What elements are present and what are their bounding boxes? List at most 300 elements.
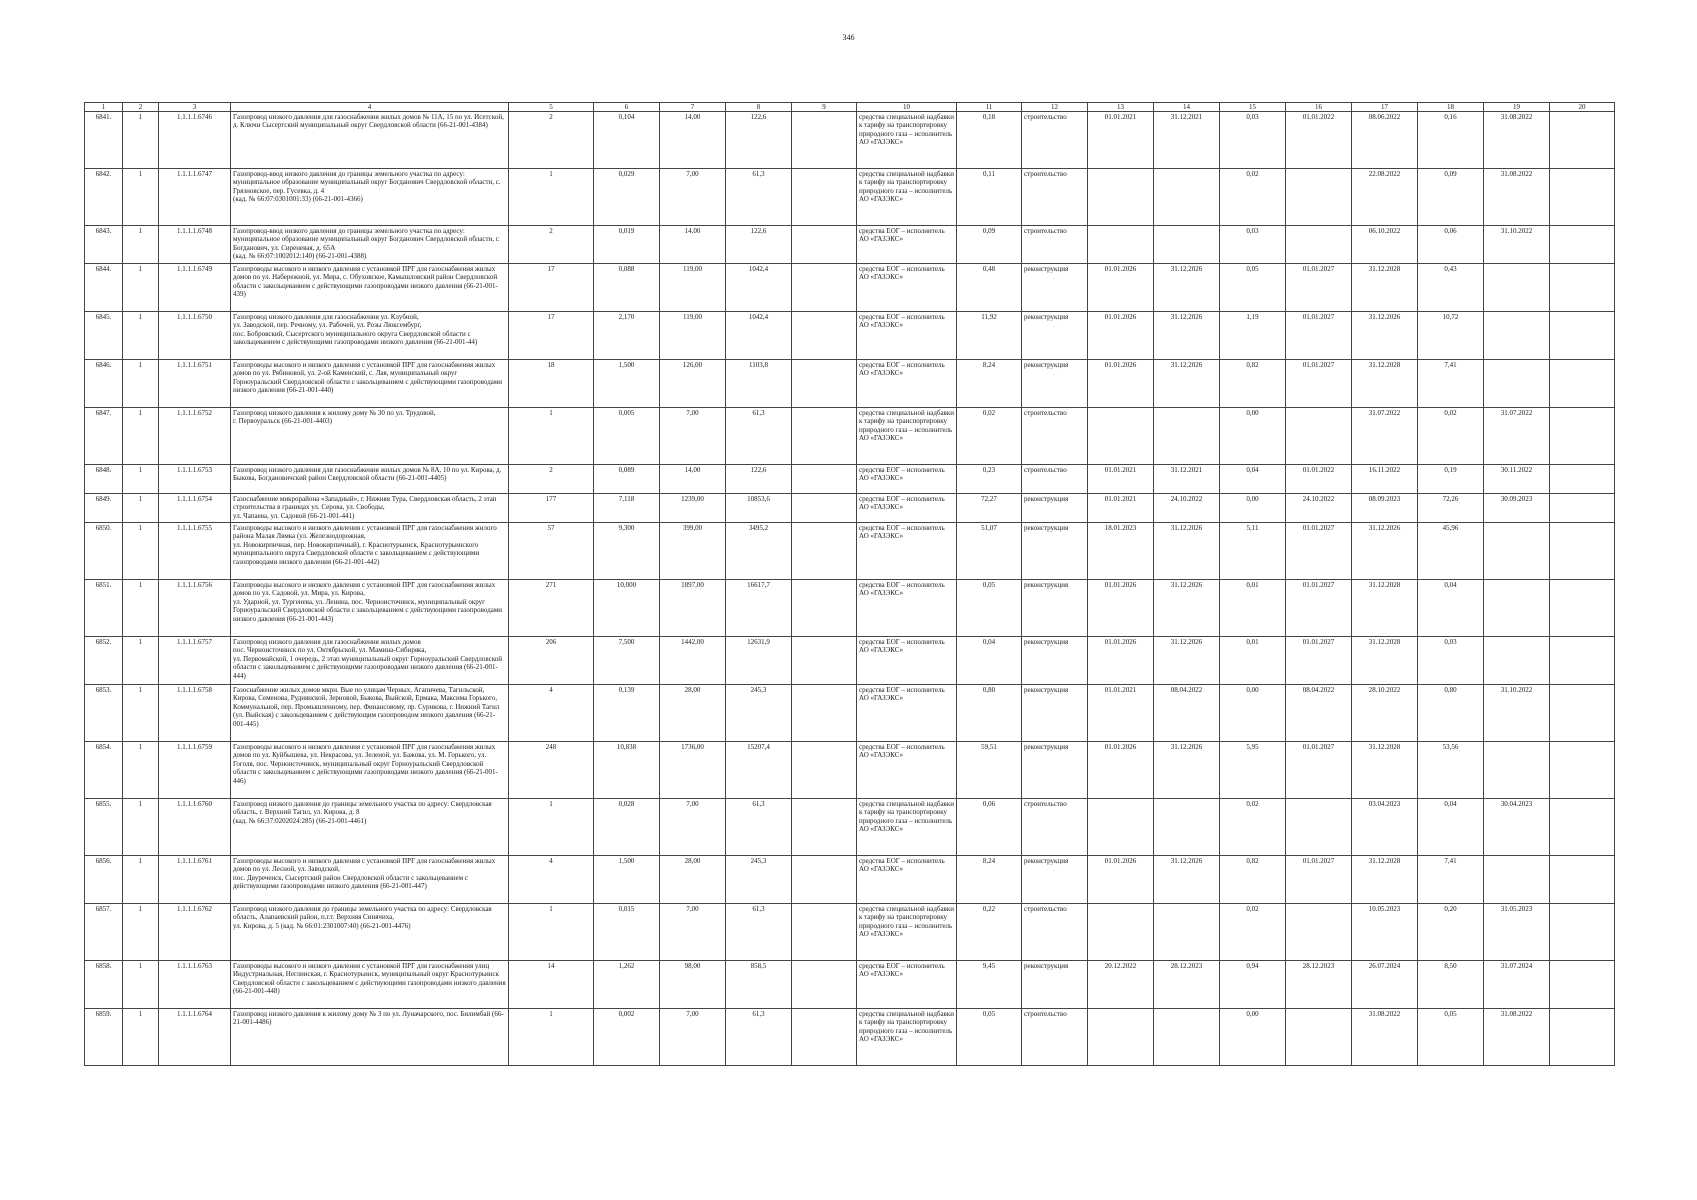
table-cell: 245,3	[726, 685, 792, 742]
table-cell: 0,05	[1418, 1009, 1484, 1066]
table-cell: 31.12.2026	[1154, 312, 1220, 360]
table-cell	[1550, 904, 1615, 961]
table-cell: Газопровод низкого давления до границы земельного участка по адресу: Свердловская область, г. Верхний Тагил, ул. Кирова, д. 8 (кад. № 66:37:0202024:285) (66-21-001-4461)	[231, 799, 509, 856]
table-cell: 1.1.1.1.6761	[159, 856, 231, 904]
table-row	[85, 1009, 1615, 1066]
column-number: 16	[1286, 103, 1352, 112]
table-cell: Газопровод низкого давления для газоснабжения жилых домов № 8А, 10 по ул. Кирова, д. Быкова, Богдановичский район Свердловской области (66-21-001-4405)	[231, 465, 509, 494]
table-cell	[1550, 465, 1615, 494]
table-cell: 0,01	[1220, 580, 1286, 637]
table-cell: 61,3	[726, 169, 792, 226]
table-cell: средства специальной надбавки к тарифу на транспортировку природного газа – исполнитель АО «ГАЗЭКС»	[857, 1009, 957, 1066]
table-cell: 0,94	[1220, 961, 1286, 1009]
table-cell: 1	[123, 360, 159, 408]
table-row	[85, 112, 1615, 169]
table-cell: 0,02	[1220, 799, 1286, 856]
table-cell: 6843.	[85, 226, 123, 264]
table-cell: реконструкция	[1022, 312, 1088, 360]
table-cell: 1	[123, 637, 159, 685]
table-cell	[792, 169, 857, 226]
table-cell: 1.1.1.1.6747	[159, 169, 231, 226]
table-cell: 31.12.2028	[1352, 637, 1418, 685]
table-cell: 01.01.2027	[1286, 580, 1352, 637]
table-cell: 6858.	[85, 961, 123, 1009]
table-cell: 1,19	[1220, 312, 1286, 360]
table-cell: 1.1.1.1.6760	[159, 799, 231, 856]
table-cell: 245,3	[726, 856, 792, 904]
table-cell: 4	[509, 856, 594, 904]
table-cell: 3495,2	[726, 523, 792, 580]
table-cell: средства специальной надбавки к тарифу на транспортировку природного газа – исполнитель АО «ГАЗЭКС»	[857, 112, 957, 169]
table-cell: средства ЕОГ – исполнитель АО «ГАЗЭКС»	[857, 494, 957, 523]
table-cell: 61,3	[726, 1009, 792, 1066]
table-cell: 0,005	[594, 408, 660, 465]
column-number: 10	[857, 103, 957, 112]
table-cell	[792, 1009, 857, 1066]
table-cell: 2	[509, 465, 594, 494]
table-cell	[1550, 580, 1615, 637]
table-cell: 1	[123, 112, 159, 169]
column-number: 3	[159, 103, 231, 112]
table-cell: 14,00	[660, 112, 726, 169]
table-cell: 28.12.2023	[1286, 961, 1352, 1009]
table-cell: 72,26	[1418, 494, 1484, 523]
table-cell: 122,6	[726, 465, 792, 494]
table-cell: 0,104	[594, 112, 660, 169]
table-row	[85, 465, 1615, 494]
table-cell: Газопроводы высокого и низкого давления с установкой ПРГ для газоснабжения жилых домов по ул. Рябиновой, ул. 2-ой Каменский, с. Лая, муниципальный округ Горноуральский Свердловской области с закольцеванием с действующими газопроводами низкого давления (66-21-001-440)	[231, 360, 509, 408]
table-row	[85, 580, 1615, 637]
table-row	[85, 856, 1615, 904]
table-cell	[1550, 408, 1615, 465]
table-row	[85, 264, 1615, 312]
table-cell: 0,06	[1418, 226, 1484, 264]
table-cell: 31.12.2028	[1352, 742, 1418, 799]
table-cell: 0,16	[1418, 112, 1484, 169]
table-cell	[1154, 904, 1220, 961]
table-cell: 01.01.2027	[1286, 856, 1352, 904]
table-cell: 31.08.2022	[1352, 1009, 1418, 1066]
table-cell: 01.01.2027	[1286, 360, 1352, 408]
table-cell: 01.01.2021	[1088, 494, 1154, 523]
table-cell: 22.08.2022	[1352, 169, 1418, 226]
table-cell: Газопровод низкого давления к жилому дому № 30 по ул. Трудовой, г. Первоуральск (66-21-001-4403)	[231, 408, 509, 465]
table-cell: 31.12.2028	[1352, 580, 1418, 637]
table-cell: 1103,8	[726, 360, 792, 408]
table-cell: 1	[123, 169, 159, 226]
table-cell: 119,00	[660, 264, 726, 312]
column-number: 8	[726, 103, 792, 112]
table-cell: 17	[509, 264, 594, 312]
table-cell: 6847.	[85, 408, 123, 465]
table-cell	[1484, 580, 1550, 637]
table-cell: 01.01.2027	[1286, 523, 1352, 580]
table-cell	[1550, 742, 1615, 799]
table-cell: строительство	[1022, 799, 1088, 856]
table-cell: 1.1.1.1.6755	[159, 523, 231, 580]
table-cell: 61,3	[726, 904, 792, 961]
table-cell: средства специальной надбавки к тарифу на транспортировку природного газа – исполнитель АО «ГАЗЭКС»	[857, 408, 957, 465]
table-cell: 6842.	[85, 169, 123, 226]
table-cell: 1,262	[594, 961, 660, 1009]
table-cell: 03.04.2023	[1352, 799, 1418, 856]
table-cell: 1042,4	[726, 312, 792, 360]
table-cell: 0,02	[957, 408, 1022, 465]
table-cell	[1550, 961, 1615, 1009]
table-cell: 1	[123, 312, 159, 360]
column-number: 14	[1154, 103, 1220, 112]
table-cell: 0,015	[594, 904, 660, 961]
table-cell	[792, 904, 857, 961]
column-number: 11	[957, 103, 1022, 112]
table-cell: 1	[123, 1009, 159, 1066]
table-cell: 1	[123, 523, 159, 580]
table-cell: средства ЕОГ – исполнитель АО «ГАЗЭКС»	[857, 360, 957, 408]
table-cell: 0,22	[957, 904, 1022, 961]
table-cell: 14	[509, 961, 594, 1009]
table-cell: средства ЕОГ – исполнитель АО «ГАЗЭКС»	[857, 685, 957, 742]
table-cell: средства ЕОГ – исполнитель АО «ГАЗЭКС»	[857, 312, 957, 360]
table-cell	[1550, 856, 1615, 904]
table-cell: 31.07.2022	[1352, 408, 1418, 465]
table-cell: 6857.	[85, 904, 123, 961]
table-cell: реконструкция	[1022, 580, 1088, 637]
column-number: 2	[123, 103, 159, 112]
table-cell: 10.05.2023	[1352, 904, 1418, 961]
table-cell: строительство	[1022, 904, 1088, 961]
table-cell: 0,089	[594, 465, 660, 494]
table-cell: реконструкция	[1022, 685, 1088, 742]
table-cell: 0,11	[957, 169, 1022, 226]
table-cell: 1	[123, 226, 159, 264]
table-cell: 31.12.2021	[1154, 112, 1220, 169]
table-cell: 0,04	[1220, 465, 1286, 494]
table-cell: 11,92	[957, 312, 1022, 360]
table-cell: 6852.	[85, 637, 123, 685]
table-cell: 30.11.2022	[1484, 465, 1550, 494]
table-cell: 0,029	[594, 169, 660, 226]
column-number-row	[85, 103, 1615, 112]
table-cell: 6844.	[85, 264, 123, 312]
table-cell: 7,118	[594, 494, 660, 523]
table-cell: 0,19	[1418, 465, 1484, 494]
table-cell	[1286, 226, 1352, 264]
table-cell: средства ЕОГ – исполнитель АО «ГАЗЭКС»	[857, 961, 957, 1009]
table-cell: 51,07	[957, 523, 1022, 580]
table-cell: 1.1.1.1.6748	[159, 226, 231, 264]
table-cell: 1	[123, 904, 159, 961]
table-cell	[1154, 169, 1220, 226]
table-cell	[1286, 1009, 1352, 1066]
table-cell: 0,43	[1418, 264, 1484, 312]
table-cell: 0,02	[1418, 408, 1484, 465]
table-cell	[1154, 1009, 1220, 1066]
table-cell: 01.01.2026	[1088, 742, 1154, 799]
table-cell: 0,019	[594, 226, 660, 264]
table-cell: 06.10.2022	[1352, 226, 1418, 264]
table-cell: средства специальной надбавки к тарифу на транспортировку природного газа – исполнитель АО «ГАЗЭКС»	[857, 169, 957, 226]
table-cell: реконструкция	[1022, 961, 1088, 1009]
table-cell: 1442,00	[660, 637, 726, 685]
table-cell: 1.1.1.1.6759	[159, 742, 231, 799]
table-cell: 1.1.1.1.6746	[159, 112, 231, 169]
table-cell: 1.1.1.1.6750	[159, 312, 231, 360]
table-cell: Газоснабжение микрорайона «Западный», г. Нижняя Тура, Свердловская область, 2 этап строительства в границах ул. Серова, ул. Свободы, ул. Чапаева, ул. Садовой (66-21-001-441)	[231, 494, 509, 523]
table-cell: средства ЕОГ – исполнитель АО «ГАЗЭКС»	[857, 856, 957, 904]
table-cell: 6851.	[85, 580, 123, 637]
table-row	[85, 961, 1615, 1009]
table-cell: 31.08.2022	[1484, 1009, 1550, 1066]
table-cell	[1550, 494, 1615, 523]
table-cell: 31.12.2026	[1154, 360, 1220, 408]
table-cell	[1154, 799, 1220, 856]
table-cell: 177	[509, 494, 594, 523]
table-cell	[792, 856, 857, 904]
column-number: 9	[792, 103, 857, 112]
table-cell: 31.12.2028	[1352, 264, 1418, 312]
table-row	[85, 637, 1615, 685]
table-cell	[1286, 169, 1352, 226]
table-cell: 01.01.2027	[1286, 264, 1352, 312]
table-cell: 7,41	[1418, 856, 1484, 904]
table-cell: 31.10.2022	[1484, 685, 1550, 742]
table-cell: 858,5	[726, 961, 792, 1009]
table-row	[85, 742, 1615, 799]
table-cell: Газопровод-ввод низкого давления до границы земельного участка по адресу: муниципальное образование муниципальный округ Богданович Свердловской области, г. Богданович, ул. Сиреневая, д. 65А (кад. № 66:07:1002012:140) (66-21-001-4388)	[231, 226, 509, 264]
table-cell: 31.12.2021	[1154, 465, 1220, 494]
table-cell	[792, 465, 857, 494]
table-cell	[1088, 169, 1154, 226]
table-cell: 6841.	[85, 112, 123, 169]
table-cell: 31.12.2026	[1154, 264, 1220, 312]
table-cell	[792, 264, 857, 312]
table-cell	[1088, 408, 1154, 465]
table-cell: 1	[123, 799, 159, 856]
table-cell: 1	[509, 1009, 594, 1066]
table-cell: 1	[509, 904, 594, 961]
table-cell	[1550, 264, 1615, 312]
table-cell	[1550, 112, 1615, 169]
table-cell	[1088, 799, 1154, 856]
table-cell: 6859.	[85, 1009, 123, 1066]
table-cell	[1550, 226, 1615, 264]
table-cell: 61,3	[726, 799, 792, 856]
table-cell: 5,11	[1220, 523, 1286, 580]
table-cell: 0,82	[1220, 360, 1286, 408]
table-cell: Газопровод-ввод низкого давления до границы земельного участка по адресу: муниципальное образование муниципальный округ Богданович Свердловской области, с. Грязновское, пер. Гусевка, д. 4 (кад. № 66:07:0301001:33) (66-21-001-4366)	[231, 169, 509, 226]
table-cell: 0,01	[1220, 637, 1286, 685]
table-cell: 31.12.2026	[1154, 637, 1220, 685]
table-cell: 8,24	[957, 856, 1022, 904]
table-cell: 7,500	[594, 637, 660, 685]
table-cell: Газопроводы высокого и низкого давления с установкой ПРГ для газоснабжения жилых домов по ул. Набережной, ул. Мира, с. Обуховское, Камышловский район Свердловской области с закольцеванием с действующими газопроводами низкого давления (66-21-001-439)	[231, 264, 509, 312]
table-cell: 119,00	[660, 312, 726, 360]
table-cell: 31.12.2026	[1154, 856, 1220, 904]
table-cell: строительство	[1022, 408, 1088, 465]
column-number: 17	[1352, 103, 1418, 112]
table-cell	[792, 360, 857, 408]
table-cell	[1286, 904, 1352, 961]
table-cell: 8,24	[957, 360, 1022, 408]
table-cell: 0,00	[1220, 494, 1286, 523]
table-cell: 0,00	[1220, 1009, 1286, 1066]
table-cell: 01.01.2022	[1286, 112, 1352, 169]
table-cell	[792, 685, 857, 742]
table-cell: 2	[509, 226, 594, 264]
table-cell: Газоснабжение жилых домов мкрн. Вые по улицам Черных, Агапичева, Тагильской, Кирова, Семенова, Руднянской, Зерновой, Быкова, Выйской, Ермака, Максима Горького, Коммунальной, пер. Промышленному, пер. Финансовому, пр. Сурикова, г. Нижний Тагил (ул. Выйская) с закольцеванием с действующим газопроводом низкого давления (66-21-001-445)	[231, 685, 509, 742]
table-cell: 15207,4	[726, 742, 792, 799]
table-row	[85, 360, 1615, 408]
table-cell: средства ЕОГ – исполнитель АО «ГАЗЭКС»	[857, 742, 957, 799]
table-cell: 20.12.2022	[1088, 961, 1154, 1009]
table-cell: 126,00	[660, 360, 726, 408]
table-cell	[1550, 637, 1615, 685]
table-cell: 0,20	[1418, 904, 1484, 961]
table-cell: 1	[123, 408, 159, 465]
table-cell: 28,00	[660, 856, 726, 904]
table-cell: 6850.	[85, 523, 123, 580]
table-cell: 01.01.2026	[1088, 264, 1154, 312]
table-cell: 0,03	[1220, 112, 1286, 169]
table-cell: 1.1.1.1.6762	[159, 904, 231, 961]
table-cell: 7,00	[660, 408, 726, 465]
table-cell: 01.01.2026	[1088, 312, 1154, 360]
table-cell: 1,500	[594, 856, 660, 904]
table-cell	[792, 312, 857, 360]
column-number: 15	[1220, 103, 1286, 112]
table-cell: 01.01.2021	[1088, 112, 1154, 169]
table-cell: Газопроводы высокого и низкого давления с установкой ПРГ для газоснабжения жилого района Малая Лямка (ул. Железнодорожная, ул. Новокирпичная, пер. Новокирпичный), г. Краснотурьинск, Краснотурьинского муниципального округа Свердловской области с закольцеванием с действующими газопроводами низкого давления (66-21-001-442)	[231, 523, 509, 580]
table-cell: 1.1.1.1.6764	[159, 1009, 231, 1066]
table-cell: 1	[123, 961, 159, 1009]
column-number: 12	[1022, 103, 1088, 112]
table-cell: 7,41	[1418, 360, 1484, 408]
table-cell: 12631,9	[726, 637, 792, 685]
table-cell: 7,00	[660, 799, 726, 856]
table-row	[85, 312, 1615, 360]
table-cell	[1484, 523, 1550, 580]
table-cell: средства специальной надбавки к тарифу на транспортировку природного газа – исполнитель АО «ГАЗЭКС»	[857, 799, 957, 856]
table-cell: 72,27	[957, 494, 1022, 523]
table-cell: 0,002	[594, 1009, 660, 1066]
table-cell: 08.04.2022	[1154, 685, 1220, 742]
table-cell: 7,00	[660, 1009, 726, 1066]
table-cell: средства ЕОГ – исполнитель АО «ГАЗЭКС»	[857, 264, 957, 312]
table-cell: 0,02	[1220, 904, 1286, 961]
table-cell: 0,03	[1220, 226, 1286, 264]
table-cell: Газопровод низкого давления для газоснабжения жилых домов № 11А, 15 по ул. Исетской, д. Ключи Сысертский муниципальный округ Свердловской области (66-21-001-4384)	[231, 112, 509, 169]
table-cell: 4	[509, 685, 594, 742]
column-number: 1	[85, 103, 123, 112]
table-cell: 0,06	[957, 799, 1022, 856]
table-cell: 0,23	[957, 465, 1022, 494]
table-cell: 08.04.2022	[1286, 685, 1352, 742]
table-cell: 24.10.2022	[1286, 494, 1352, 523]
column-number: 4	[231, 103, 509, 112]
table-cell: 30.09.2023	[1484, 494, 1550, 523]
table-cell: 1.1.1.1.6752	[159, 408, 231, 465]
table-cell: реконструкция	[1022, 523, 1088, 580]
table-cell: 7,00	[660, 904, 726, 961]
table-cell: 10,000	[594, 580, 660, 637]
column-number: 5	[509, 103, 594, 112]
table-cell: 31.12.2028	[1352, 856, 1418, 904]
table-cell: 0,139	[594, 685, 660, 742]
table-cell: 18	[509, 360, 594, 408]
table-row	[85, 169, 1615, 226]
table-cell	[1088, 226, 1154, 264]
table-cell	[792, 226, 857, 264]
table-cell: 31.08.2022	[1484, 169, 1550, 226]
table-cell: 01.01.2027	[1286, 742, 1352, 799]
table-cell	[1286, 408, 1352, 465]
table-cell: 01.01.2026	[1088, 856, 1154, 904]
table-body	[85, 112, 1615, 1066]
table-cell: 1.1.1.1.6753	[159, 465, 231, 494]
table-cell: 0,18	[957, 112, 1022, 169]
table-cell: 6856.	[85, 856, 123, 904]
table-cell: 18.01.2023	[1088, 523, 1154, 580]
table-cell: 0,04	[1418, 580, 1484, 637]
table-cell	[1484, 637, 1550, 685]
table-cell: 0,00	[1220, 408, 1286, 465]
table-cell: 1.1.1.1.6763	[159, 961, 231, 1009]
table-cell	[1550, 523, 1615, 580]
table-cell: 248	[509, 742, 594, 799]
table-cell: 31.07.2022	[1484, 408, 1550, 465]
table-cell: 7,00	[660, 169, 726, 226]
table-cell	[1154, 408, 1220, 465]
table-cell: 0,05	[1220, 264, 1286, 312]
table-cell: 9,45	[957, 961, 1022, 1009]
column-number: 18	[1418, 103, 1484, 112]
table-row	[85, 226, 1615, 264]
table-cell: средства ЕОГ – исполнитель АО «ГАЗЭКС»	[857, 580, 957, 637]
table-cell: 1,500	[594, 360, 660, 408]
table-cell: 01.01.2021	[1088, 465, 1154, 494]
table-cell: Газопровод низкого давления до границы земельного участка по адресу: Свердловская область, Алапаевский район, п.г.т. Верхняя Синячиха, ул. Кирова, д. 5 (кад. № 66:01:2301007:40) (66-21-001-4476)	[231, 904, 509, 961]
table-cell: 0,09	[1418, 169, 1484, 226]
table-cell: реконструкция	[1022, 742, 1088, 799]
table-cell	[792, 799, 857, 856]
table-cell	[792, 523, 857, 580]
table-cell: 122,6	[726, 112, 792, 169]
table-cell: 1.1.1.1.6756	[159, 580, 231, 637]
table-cell: 31.05.2023	[1484, 904, 1550, 961]
page-number: 346	[842, 33, 855, 42]
table-cell	[1550, 1009, 1615, 1066]
table-cell: 31.12.2026	[1154, 523, 1220, 580]
table-cell: 1.1.1.1.6757	[159, 637, 231, 685]
table-row	[85, 904, 1615, 961]
table-cell: 01.01.2022	[1286, 465, 1352, 494]
table-cell: 0,05	[957, 1009, 1022, 1066]
table-cell: 2	[509, 112, 594, 169]
table-cell: 45,96	[1418, 523, 1484, 580]
table-cell: средства специальной надбавки к тарифу на транспортировку природного газа – исполнитель АО «ГАЗЭКС»	[857, 904, 957, 961]
table-cell: 01.01.2027	[1286, 312, 1352, 360]
column-number: 20	[1550, 103, 1615, 112]
table-row	[85, 408, 1615, 465]
table-cell: 1.1.1.1.6754	[159, 494, 231, 523]
table-cell: 0,05	[957, 580, 1022, 637]
table-cell: 0,03	[1418, 637, 1484, 685]
table-cell: средства ЕОГ – исполнитель АО «ГАЗЭКС»	[857, 226, 957, 264]
table-cell: Газопроводы высокого и низкого давления с установкой ПРГ для газоснабжения улиц Индустриальная, Неглинская, г. Краснотурьинск, муниципальный округ Краснотурьинск Свердловской области с закольцеванием с действующими газопроводами низкого давления (66-21-001-448)	[231, 961, 509, 1009]
table-cell: 0,04	[1418, 799, 1484, 856]
table-cell: 14,00	[660, 226, 726, 264]
table-cell: реконструкция	[1022, 856, 1088, 904]
